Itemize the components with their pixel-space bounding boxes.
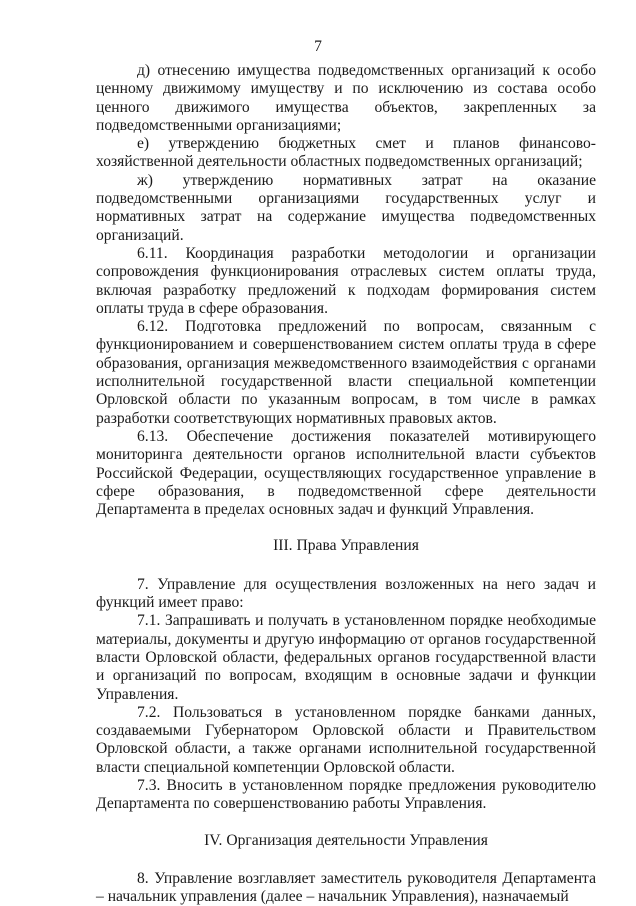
paragraph-d: д) отнесению имущества подведомственных организаций к особо ценному движимому имуществу и по исключению из состава особо ценного движимого имущества объектов, закрепленных за подведомственными организациями; [96,62,596,134]
page-number: 7 [314,38,322,55]
paragraph-7-1: 7.1. Запрашивать и получать в установленном порядке необходимые материалы, документы и другую информацию от органов государственной власти Орловской области, федеральных органов государственной власти и организаций по вопросам, входящим в основные задачи и функции Управления. [96,612,596,703]
document-body [96,62,596,906]
paragraph-7: 7. Управление для осуществления возложенных на него задач и функций имеет право: [96,575,596,612]
paragraph-8: 8. Управление возглавляет заместитель руководителя Департамента – начальник управления (далее – начальник Управления), назначаемый [96,869,596,906]
paragraph-7-3: 7.3. Вносить в установленном порядке предложения руководителю Департамента по совершенствованию работы Управления. [96,776,596,813]
paragraph-zh: ж) утверждению нормативных затрат на оказание подведомственными организациями государственных услуг и нормативных затрат на содержание имущества подведомственных организаций. [96,171,596,244]
section-heading-rights: III. Права Управления [273,537,419,555]
paragraph-6-12: 6.12. Подготовка предложений по вопросам, связанным с функционированием и совершенствованием систем оплаты труда в сфере образования, организация межведомственного взаимодействия с органами исполнительной государственной власти специальной компетенции Орловской области по указанным вопросам, в том числе в рамках разработки соответствующих нормативных правовых актов. [96,318,596,427]
section-heading-organization: IV. Организация деятельности Управления [204,831,488,849]
paragraph-6-11: 6.11. Координация разработки методологии и организации сопровождения функционирования отраслевых систем оплаты труда, включая разработку предложений к подходам формирования систем оплаты труда в сфере образования. [96,244,596,317]
paragraph-7-2: 7.2. Пользоваться в установленном порядке банками данных, создаваемыми Губернатором Орловской области и Правительством Орловской области, а также органами исполнительной государственной власти специальной компетенции Орловской области. [96,703,596,776]
paragraph-6-13: 6.13. Обеспечение достижения показателей мотивирующего мониторинга деятельности органов исполнительной власти субъектов Российской Федерации, осуществляющих государственное управление в сфере образования, в подведомственной сфере деятельности Департамента в пределах основных задач и функций Управления. [96,427,596,519]
paragraph-e: е) утверждению бюджетных смет и планов финансово-хозяйственной деятельности областных подведомственных организаций; [96,135,596,171]
